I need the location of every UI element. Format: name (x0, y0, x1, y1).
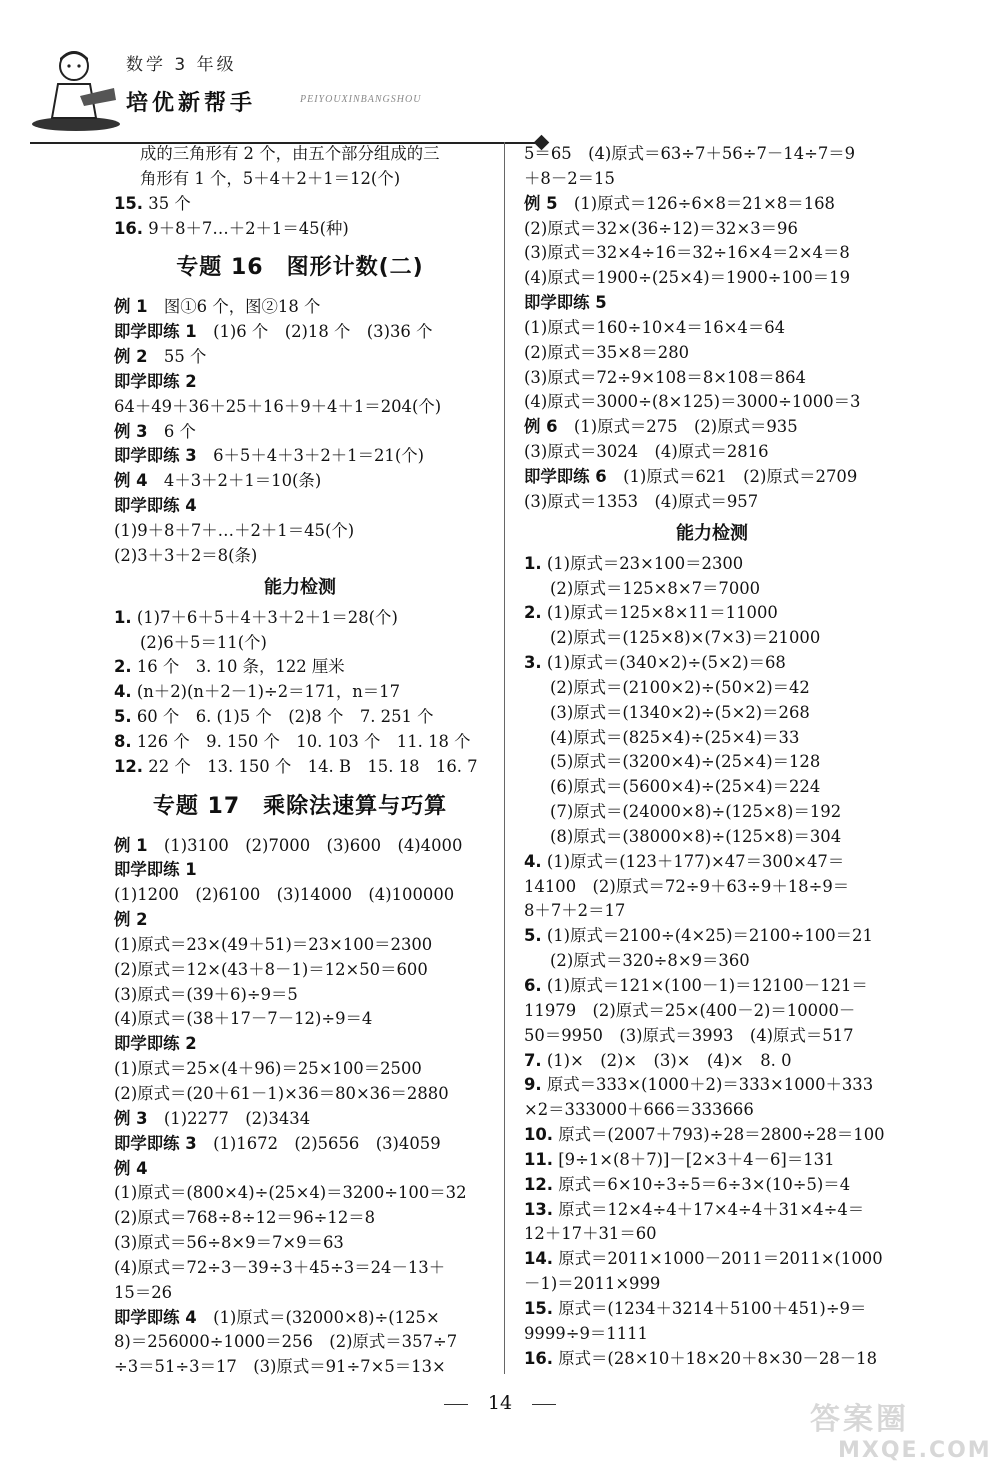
answer-line (114, 730, 486, 755)
answer-line (114, 606, 486, 631)
answer-text: 原式＝(1234＋3214＋5100＋451)÷9＝ (558, 1298, 867, 1318)
question-number: 11. (524, 1149, 554, 1169)
answer-text: (3)原式＝(39＋6)÷9＝5 (114, 984, 298, 1004)
question-number: 3. (524, 653, 542, 673)
answer-text: (n＋2)(n＋2－1)÷2＝171，n＝17 (136, 682, 401, 702)
answer-text: 12＋17＋31＝60 (524, 1224, 657, 1244)
answer-line (524, 1073, 900, 1098)
answer-text: 6＋5＋4＋3＋2＋1＝21(个) (213, 446, 425, 466)
answer-text: 原式＝6×10÷3÷5＝6÷3×(10÷5)＝4 (558, 1174, 851, 1194)
question-number: 12. (114, 756, 144, 776)
answer-line (524, 651, 900, 676)
answer-text: 9999÷9＝1111 (524, 1323, 648, 1343)
answer-line (524, 490, 900, 515)
answer-text: (1)原式＝621 (2)原式＝2709 (623, 466, 858, 486)
example-label: 即学即练 2 (114, 371, 197, 391)
answer-text: (4)原式＝(825×4)÷(25×4)＝33 (550, 727, 800, 747)
question-number: 16. (524, 1348, 554, 1368)
question-number: 13. (524, 1199, 554, 1219)
answer-text: 22 个 13. 150 个 14. B 15. 18 16. 7 (148, 756, 478, 776)
answer-line (524, 192, 900, 217)
answer-text: (2)原式＝(20＋61－1)×36＝80×36＝2880 (114, 1084, 449, 1103)
example-label: 即学即练 2 (114, 1034, 197, 1054)
answer-line (524, 825, 900, 850)
answer-line (524, 552, 900, 577)
example-label: 即学即练 6 (524, 466, 607, 486)
answer-line (524, 850, 900, 875)
answer-line (114, 1330, 486, 1355)
question-number: 6. (524, 976, 542, 995)
answer-text: [9÷1×(8＋7)]－[2×3＋4－6]＝131 (558, 1149, 835, 1169)
answer-line (114, 933, 486, 958)
answer-text: (6)原式＝(5600×4)÷(25×4)＝224 (550, 777, 821, 797)
answer-line (114, 469, 486, 494)
example-label: 例 2 (114, 347, 148, 367)
question-number: 16. (114, 218, 144, 238)
answer-line (114, 544, 486, 569)
answer-line (114, 444, 486, 469)
answer-line (114, 1007, 486, 1032)
answer-line (114, 1206, 486, 1231)
answer-text: 原式＝(2007＋793)÷28＝2800÷28＝100 (558, 1125, 885, 1145)
question-number: 12. (524, 1174, 554, 1194)
example-label: 例 1 (114, 835, 148, 855)
answer-text: (7)原式＝(24000×8)÷(125×8)＝192 (550, 802, 842, 822)
example-label: 即学即练 3 (114, 1133, 197, 1153)
question-number: 4. (114, 682, 132, 702)
answer-column-left (114, 142, 486, 1380)
answer-line (114, 680, 486, 705)
answer-line (114, 295, 486, 320)
answer-text: (2)原式＝35×8＝280 (524, 342, 690, 362)
question-number: 5. (524, 926, 542, 946)
answer-line (114, 1157, 486, 1182)
answer-line (114, 395, 486, 420)
answer-text: 4＋3＋2＋1＝10(条) (163, 471, 322, 491)
answer-line (114, 1281, 486, 1306)
answer-line (114, 142, 486, 167)
answer-text: 16 个 3. 10 条，122 厘米 (136, 657, 345, 677)
answer-text: (4)原式＝(38＋17－7－12)÷9＝4 (114, 1009, 373, 1029)
answer-text: 15＝26 (114, 1282, 173, 1302)
answer-line (524, 924, 900, 949)
answer-line (524, 1297, 900, 1322)
answer-text: (1)7＋6＋5＋4＋3＋2＋1＝28(个) (136, 607, 398, 627)
answer-text: 8)＝256000÷1000＝256 (2)原式＝357÷7 (114, 1332, 458, 1352)
answer-text: (2)原式＝125×8×7＝7000 (550, 578, 761, 598)
answer-line (524, 415, 900, 440)
question-number: 15. (114, 193, 144, 213)
student-reading-illustration (30, 44, 122, 132)
subsection-heading: 能力检测 (264, 576, 336, 598)
answer-line (114, 655, 486, 680)
answer-line (114, 908, 486, 933)
answer-text: 9＋8＋7…＋2＋1＝45(种) (148, 218, 349, 238)
answer-text: (2)3＋3＋2＝8(条) (114, 545, 258, 565)
answer-line (524, 316, 900, 341)
answer-line (114, 705, 486, 730)
answer-text: (1)3100 (2)7000 (3)600 (4)4000 (163, 835, 463, 855)
answer-line (524, 390, 900, 415)
answer-line (524, 266, 900, 291)
answer-line (524, 291, 900, 316)
answer-line (524, 1322, 900, 1347)
answer-text: (1)原式＝(800×4)÷(25×4)＝3200÷100＝32 (114, 1183, 467, 1203)
answer-line (114, 420, 486, 445)
answer-text: 原式＝2011×1000－2011＝2011×(1000 (558, 1249, 883, 1269)
answer-text: 原式＝333×(1000＋2)＝333×1000＋333 (546, 1075, 874, 1095)
answer-text: ÷3＝51÷3＝17 (3)原式＝91÷7×5＝13× (114, 1357, 446, 1377)
answer-text: 55 个 (163, 347, 207, 367)
answer-text: (4)原式＝1900÷(25×4)＝1900÷100＝19 (524, 268, 851, 288)
answer-text: 50＝9950 (3)原式＝3993 (4)原式＝517 (524, 1025, 854, 1045)
answer-text: (3)原式＝72÷9×108＝8×108＝864 (524, 367, 806, 387)
answer-line (524, 676, 900, 701)
answer-line (524, 142, 900, 167)
answer-line (524, 1347, 900, 1372)
answer-line (524, 1222, 900, 1247)
answer-text: 8＋7＋2＝17 (524, 901, 626, 921)
answer-text: (1)1200 (2)6100 (3)14000 (4)100000 (114, 885, 455, 905)
answer-text: (2)原式＝320÷8×9＝360 (550, 951, 750, 971)
answer-text: (1)原式＝121×(100－1)＝12100－121＝ (546, 976, 868, 995)
question-number: 2. (524, 603, 542, 623)
answer-text: 14100 (2)原式＝72÷9＋63÷9＋18÷9＝ (524, 876, 850, 896)
answer-text: (4)原式＝3000÷(8×125)＝3000÷1000＝3 (524, 392, 861, 412)
answer-line (114, 983, 486, 1008)
answer-line (524, 601, 900, 626)
example-label: 例 2 (114, 910, 148, 930)
answer-line (524, 440, 900, 465)
answer-text: 64＋49＋36＋25＋16＋9＋4＋1＝204(个) (114, 396, 442, 416)
answer-text: 5＝65 (4)原式＝63÷7＋56÷7－14÷7＝9 (524, 144, 856, 163)
answer-line (524, 800, 900, 825)
answer-text: (1)9＋8＋7＋…＋2＋1＝45(个) (114, 520, 355, 540)
answer-line (114, 1306, 486, 1331)
answer-line (524, 1173, 900, 1198)
answer-line (114, 1132, 486, 1157)
answer-line (524, 701, 900, 726)
answer-text: 角形有 1 个，5＋4＋2＋1＝12(个) (140, 168, 401, 188)
answer-line (524, 366, 900, 391)
answer-text: 60 个 6. (1)5 个 (2)8 个 7. 251 个 (136, 707, 434, 727)
answer-text: (1)原式＝2100÷(4×25)＝2100÷100＝21 (546, 926, 873, 946)
answer-line (524, 1098, 900, 1123)
answer-line (524, 899, 900, 924)
answer-text: (3)原式＝56÷8×9＝7×9＝63 (114, 1233, 344, 1253)
answer-line (524, 1247, 900, 1272)
answer-line (114, 755, 486, 780)
answer-text: (8)原式＝(38000×8)÷(125×8)＝304 (550, 826, 842, 846)
subsection-heading: 能力检测 (676, 522, 748, 544)
answer-text: (4)原式＝72÷3－39÷3＋45÷3＝24－13＋ (114, 1257, 446, 1277)
answer-line (114, 320, 486, 345)
answer-text: (1)6 个 (2)18 个 (3)36 个 (213, 322, 433, 342)
answer-text: (1)原式＝23×100＝2300 (546, 553, 744, 573)
question-number: 1. (114, 607, 132, 627)
watermark (810, 1394, 992, 1463)
example-label: 即学即练 1 (114, 322, 197, 342)
answer-text: (2)原式＝(2100×2)÷(50×2)＝42 (550, 677, 810, 697)
answer-text: ×2＝333000＋666＝333666 (524, 1100, 754, 1120)
question-number: 1. (524, 553, 542, 573)
answer-text: (1)原式＝(340×2)÷(5×2)＝68 (546, 653, 786, 673)
example-label: 即学即练 3 (114, 446, 197, 466)
question-number: 7. (524, 1050, 542, 1070)
answer-line (524, 999, 900, 1024)
answer-text: 原式＝(28×10＋18×20＋8×30－28－18 (558, 1348, 878, 1368)
example-label: 例 1 (114, 297, 148, 317)
answer-line (114, 631, 486, 656)
answer-line (114, 192, 486, 217)
answer-text: (2)原式＝768÷8÷12＝96÷12＝8 (114, 1208, 376, 1228)
book-title: 培优新帮手 (126, 91, 257, 116)
answer-text: 6 个 (163, 421, 196, 441)
column-divider (504, 142, 505, 1374)
answer-line (524, 626, 900, 651)
page-number: 14 (487, 1392, 513, 1414)
question-number: 5. (114, 707, 132, 727)
answer-line (524, 1123, 900, 1148)
answer-text: (3)原式＝(1340×2)÷(5×2)＝268 (550, 702, 810, 722)
answer-line (114, 217, 486, 242)
section-heading: 专题 16 图形计数(二) (176, 255, 424, 281)
answer-line (114, 1032, 486, 1057)
answer-text: (1)原式＝275 (2)原式＝935 (573, 417, 798, 437)
question-number: 15. (524, 1298, 554, 1318)
answer-text: (2)原式＝(125×8)×(7×3)＝21000 (550, 628, 821, 648)
example-label: 例 5 (524, 193, 558, 213)
answer-line (524, 1148, 900, 1173)
answer-line (114, 370, 486, 395)
answer-line (524, 241, 900, 266)
answer-line (114, 883, 486, 908)
example-label: 即学即练 4 (114, 1307, 197, 1327)
example-label: 即学即练 5 (524, 293, 607, 313)
answer-text: (1)原式＝23×(49＋51)＝23×100＝2300 (114, 934, 433, 954)
answer-text: (1)原式＝160÷10×4＝16×4＝64 (524, 317, 786, 337)
answer-line (114, 1256, 486, 1281)
book-title-pinyin: PEIYOUXINBANGSHOU (300, 94, 422, 105)
watermark-url: MXQE.COM (838, 1438, 992, 1463)
answer-text: (1)× (2)× (3)× (4)× 8. 0 (546, 1050, 792, 1070)
answer-line (114, 494, 486, 519)
answer-text: (3)原式＝1353 (4)原式＝957 (524, 491, 759, 511)
answer-text: 11979 (2)原式＝25×(400－2)＝10000－ (524, 1000, 856, 1020)
answer-text: 35 个 (148, 193, 191, 213)
answer-text: ＋8－2＝15 (524, 168, 615, 188)
answer-text: 图①6 个，图②18 个 (163, 297, 321, 317)
example-label: 例 4 (114, 1158, 148, 1178)
answer-line (114, 858, 486, 883)
answer-line (524, 949, 900, 974)
answer-text: (1)原式＝126÷6×8＝21×8＝168 (573, 193, 835, 213)
answer-line (524, 341, 900, 366)
subject-grade-label: 数学 3 年级 (126, 55, 237, 75)
answer-line (524, 1272, 900, 1297)
answer-text: (1)2277 (2)3434 (163, 1108, 311, 1128)
answer-text: (5)原式＝(3200×4)÷(25×4)＝128 (550, 752, 821, 772)
answer-text: (1)原式＝(32000×8)÷(125× (213, 1307, 440, 1327)
answer-text: 126 个 9. 150 个 10. 103 个 11. 18 个 (136, 731, 471, 751)
answer-line (114, 1181, 486, 1206)
answer-text: (3)原式＝3024 (4)原式＝2816 (524, 442, 769, 462)
question-number: 10. (524, 1125, 554, 1145)
answer-text: －1)＝2011×999 (524, 1274, 661, 1294)
answer-line (524, 1024, 900, 1049)
answer-text: (2)原式＝32×(36÷12)＝32×3＝96 (524, 218, 798, 238)
answer-line (114, 958, 486, 983)
answer-line (524, 217, 900, 242)
answer-line (524, 875, 900, 900)
answer-line (114, 1107, 486, 1132)
answer-text: (2)原式＝12×(43＋8－1)＝12×50＝600 (114, 959, 428, 979)
question-number: 14. (524, 1249, 554, 1269)
answer-line (114, 834, 486, 859)
example-label: 即学即练 1 (114, 860, 197, 880)
page-header (30, 36, 530, 126)
answer-text: (2)6＋5＝11(个) (140, 632, 267, 652)
example-label: 即学即练 4 (114, 496, 197, 516)
example-label: 例 3 (114, 421, 148, 441)
footer-dash-left (444, 1404, 468, 1405)
question-number: 2. (114, 657, 132, 677)
example-label: 例 3 (114, 1108, 148, 1128)
answer-text: (1)原式＝(123＋177)×47＝300×47＝ (546, 851, 845, 871)
answer-line (114, 1231, 486, 1256)
answer-text: 成的三角形有 2 个，由五个部分组成的三 (140, 144, 440, 163)
answer-text: (1)1672 (2)5656 (3)4059 (213, 1133, 441, 1153)
footer-dash-right (532, 1404, 556, 1405)
question-number: 4. (524, 851, 542, 871)
answer-line (114, 1082, 486, 1107)
example-label: 例 6 (524, 417, 558, 437)
answer-line (524, 974, 900, 999)
answer-line (524, 1049, 900, 1074)
question-number: 8. (114, 731, 132, 751)
answer-line (524, 750, 900, 775)
answer-text: 原式＝12×4÷4＋17×4÷4＋31×4÷4＝ (558, 1199, 865, 1219)
answer-text: (3)原式＝32×4÷16＝32÷16×4＝2×4＝8 (524, 243, 850, 263)
answer-line (524, 775, 900, 800)
answer-column-right (524, 142, 900, 1372)
answer-line (114, 1355, 486, 1380)
answer-text: (1)原式＝25×(4＋96)＝25×100＝2500 (114, 1059, 422, 1079)
answer-line (114, 345, 486, 370)
answer-line (524, 465, 900, 490)
answer-line (524, 1198, 900, 1223)
answer-text: (1)原式＝125×8×11＝11000 (546, 603, 778, 623)
example-label: 例 4 (114, 471, 148, 491)
question-number: 9. (524, 1075, 542, 1095)
watermark-logo-text: 答案圈 (810, 1402, 909, 1437)
answer-line (114, 167, 486, 192)
answer-line (524, 726, 900, 751)
answer-line (114, 1057, 486, 1082)
answer-line (524, 167, 900, 192)
answer-line (524, 577, 900, 602)
answer-line (114, 519, 486, 544)
section-heading: 专题 17 乘除法速算与巧算 (152, 793, 448, 819)
